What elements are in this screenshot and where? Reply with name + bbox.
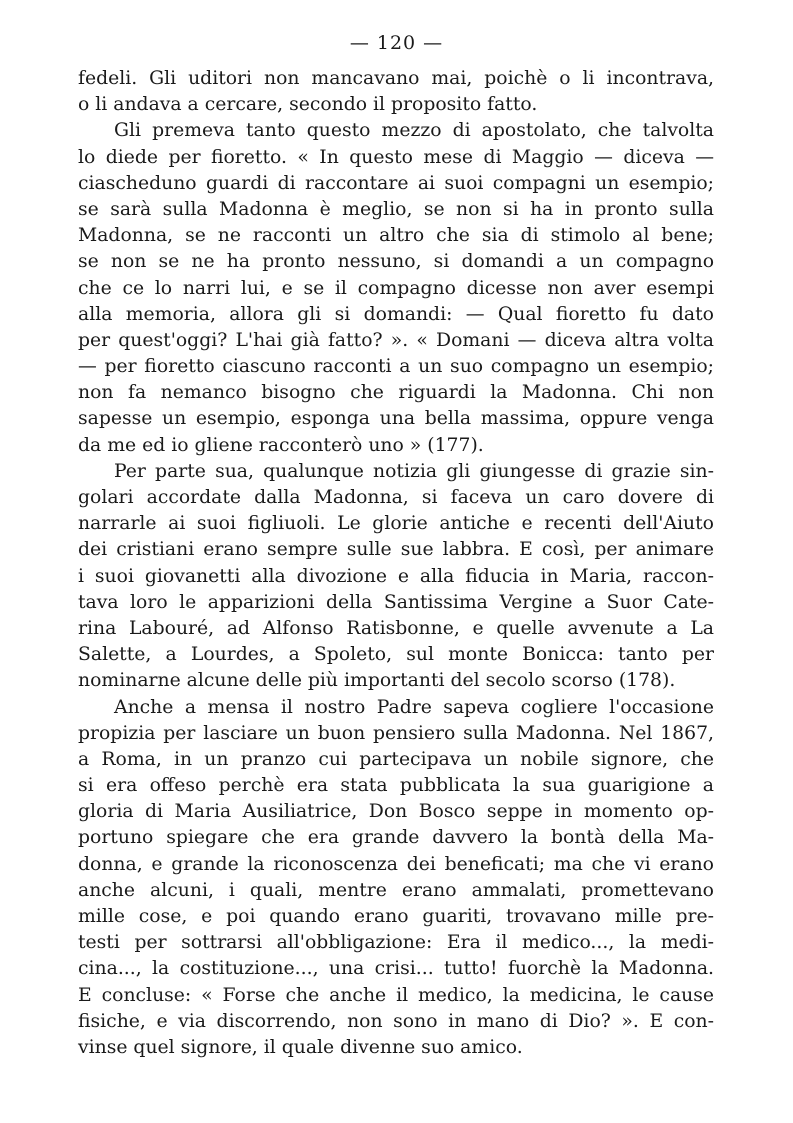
text-line: a Roma, in un pranzo cui partecipava un nobile signore, che — [78, 748, 714, 770]
body-text — [78, 66, 714, 1061]
text-line: fisiche, e via discorrendo, non sono in mano di Dio? ». E con- — [78, 1010, 714, 1032]
text-line: rina Labouré, ad Alfonso Ratisbonne, e quelle avvenute a La — [78, 617, 714, 639]
text-line: — per fioretto ciascuno racconti a un suo compagno un esempio; — [78, 356, 714, 378]
page-number: — 120 — — [349, 32, 444, 54]
text-line: anche alcuni, i quali, mentre erano ammalati, promettevano — [78, 879, 714, 901]
text-line: nominarne alcune delle più importanti del secolo scorso (178). — [78, 670, 676, 692]
text-line: Salette, a Lourdes, a Spoleto, sul monte Bonicca: tanto per — [78, 644, 714, 666]
text-line: tava loro le apparizioni della Santissima Vergine a Suor Cate- — [78, 591, 714, 613]
text-line: non fa nemanco bisogno che riguardi la Madonna. Chi non — [78, 382, 714, 404]
text-line: testi per sottrarsi all'obbligazione: Era il medico..., la medi- — [78, 932, 714, 954]
text-line: portuno spiegare che era grande davvero la bontà della Ma- — [78, 827, 714, 849]
text-line: E concluse: « Forse che anche il medico, la medicina, le cause — [78, 984, 714, 1006]
text-line: Anche a mensa il nostro Padre sapeva cogliere l'occasione — [114, 696, 714, 718]
text-line: per quest'oggi? L'hai già fatto? ». « Domani — diceva altra volta — [78, 329, 714, 351]
text-line: mille cose, e poi quando erano guariti, trovavano mille pre- — [78, 906, 714, 927]
text-line: fedeli. Gli uditori non mancavano mai, poichè o li incontrava, — [78, 68, 714, 89]
text-line: donna, e grande la riconoscenza dei beneficati; ma che vi erano — [78, 853, 714, 875]
text-line: vinse quel signore, il quale divenne suo amico. — [78, 1036, 523, 1058]
text-line: lo diede per fioretto. « In questo mese di Maggio — diceva — — [78, 146, 714, 168]
text-line: sapesse un esempio, esponga una bella massima, oppure venga — [78, 408, 714, 430]
text-line: Gli premeva tanto questo mezzo di apostolato, che talvolta — [114, 120, 714, 142]
text-line: golari accordate dalla Madonna, si faceva un caro dovere di — [78, 487, 714, 508]
text-line: da me ed io gliene racconterò uno » (177). — [78, 434, 484, 456]
text-line: se sarà sulla Madonna è meglio, se non si ha in pronto sulla — [78, 198, 714, 220]
text-line: Per parte sua, qualunque notizia gli giungesse di grazie sin- — [114, 460, 714, 482]
text-line: o li andava a cercare, secondo il proposito fatto. — [78, 94, 538, 116]
text-line: cina..., la costituzione..., una crisi... tutto! fuorchè la Madonna. — [78, 958, 714, 980]
text-line: propizia per lasciare un buon pensiero sulla Madonna. Nel 1867, — [78, 722, 714, 744]
text-line: che ce lo narri lui, e se il compagno dicesse non aver esempi — [78, 277, 714, 299]
text-line: alla memoria, allora gli si domandi: — Qual fioretto fu dato — [78, 303, 714, 325]
text-line: i suoi giovanetti alla divozione e alla fiducia in Maria, raccon- — [78, 565, 714, 587]
text-line: dei cristiani erano sempre sulle sue labbra. E così, per animare — [78, 539, 714, 561]
text-line: gloria di Maria Ausiliatrice, Don Bosco seppe in momento op- — [78, 801, 714, 823]
text-line: ciascheduno guardi di raccontare ai suoi compagni un esempio; — [78, 172, 714, 194]
text-line: si era offeso perchè era stata pubblicata la sua guarigione a — [78, 775, 714, 797]
text-line: Madonna, se ne racconti un altro che sia di stimolo al bene; — [78, 225, 714, 247]
text-line: narrarle ai suoi figliuoli. Le glorie antiche e recenti dell'Aiuto — [78, 513, 714, 535]
text-line: se non se ne ha pronto nessuno, si domandi a un compagno — [78, 251, 714, 273]
